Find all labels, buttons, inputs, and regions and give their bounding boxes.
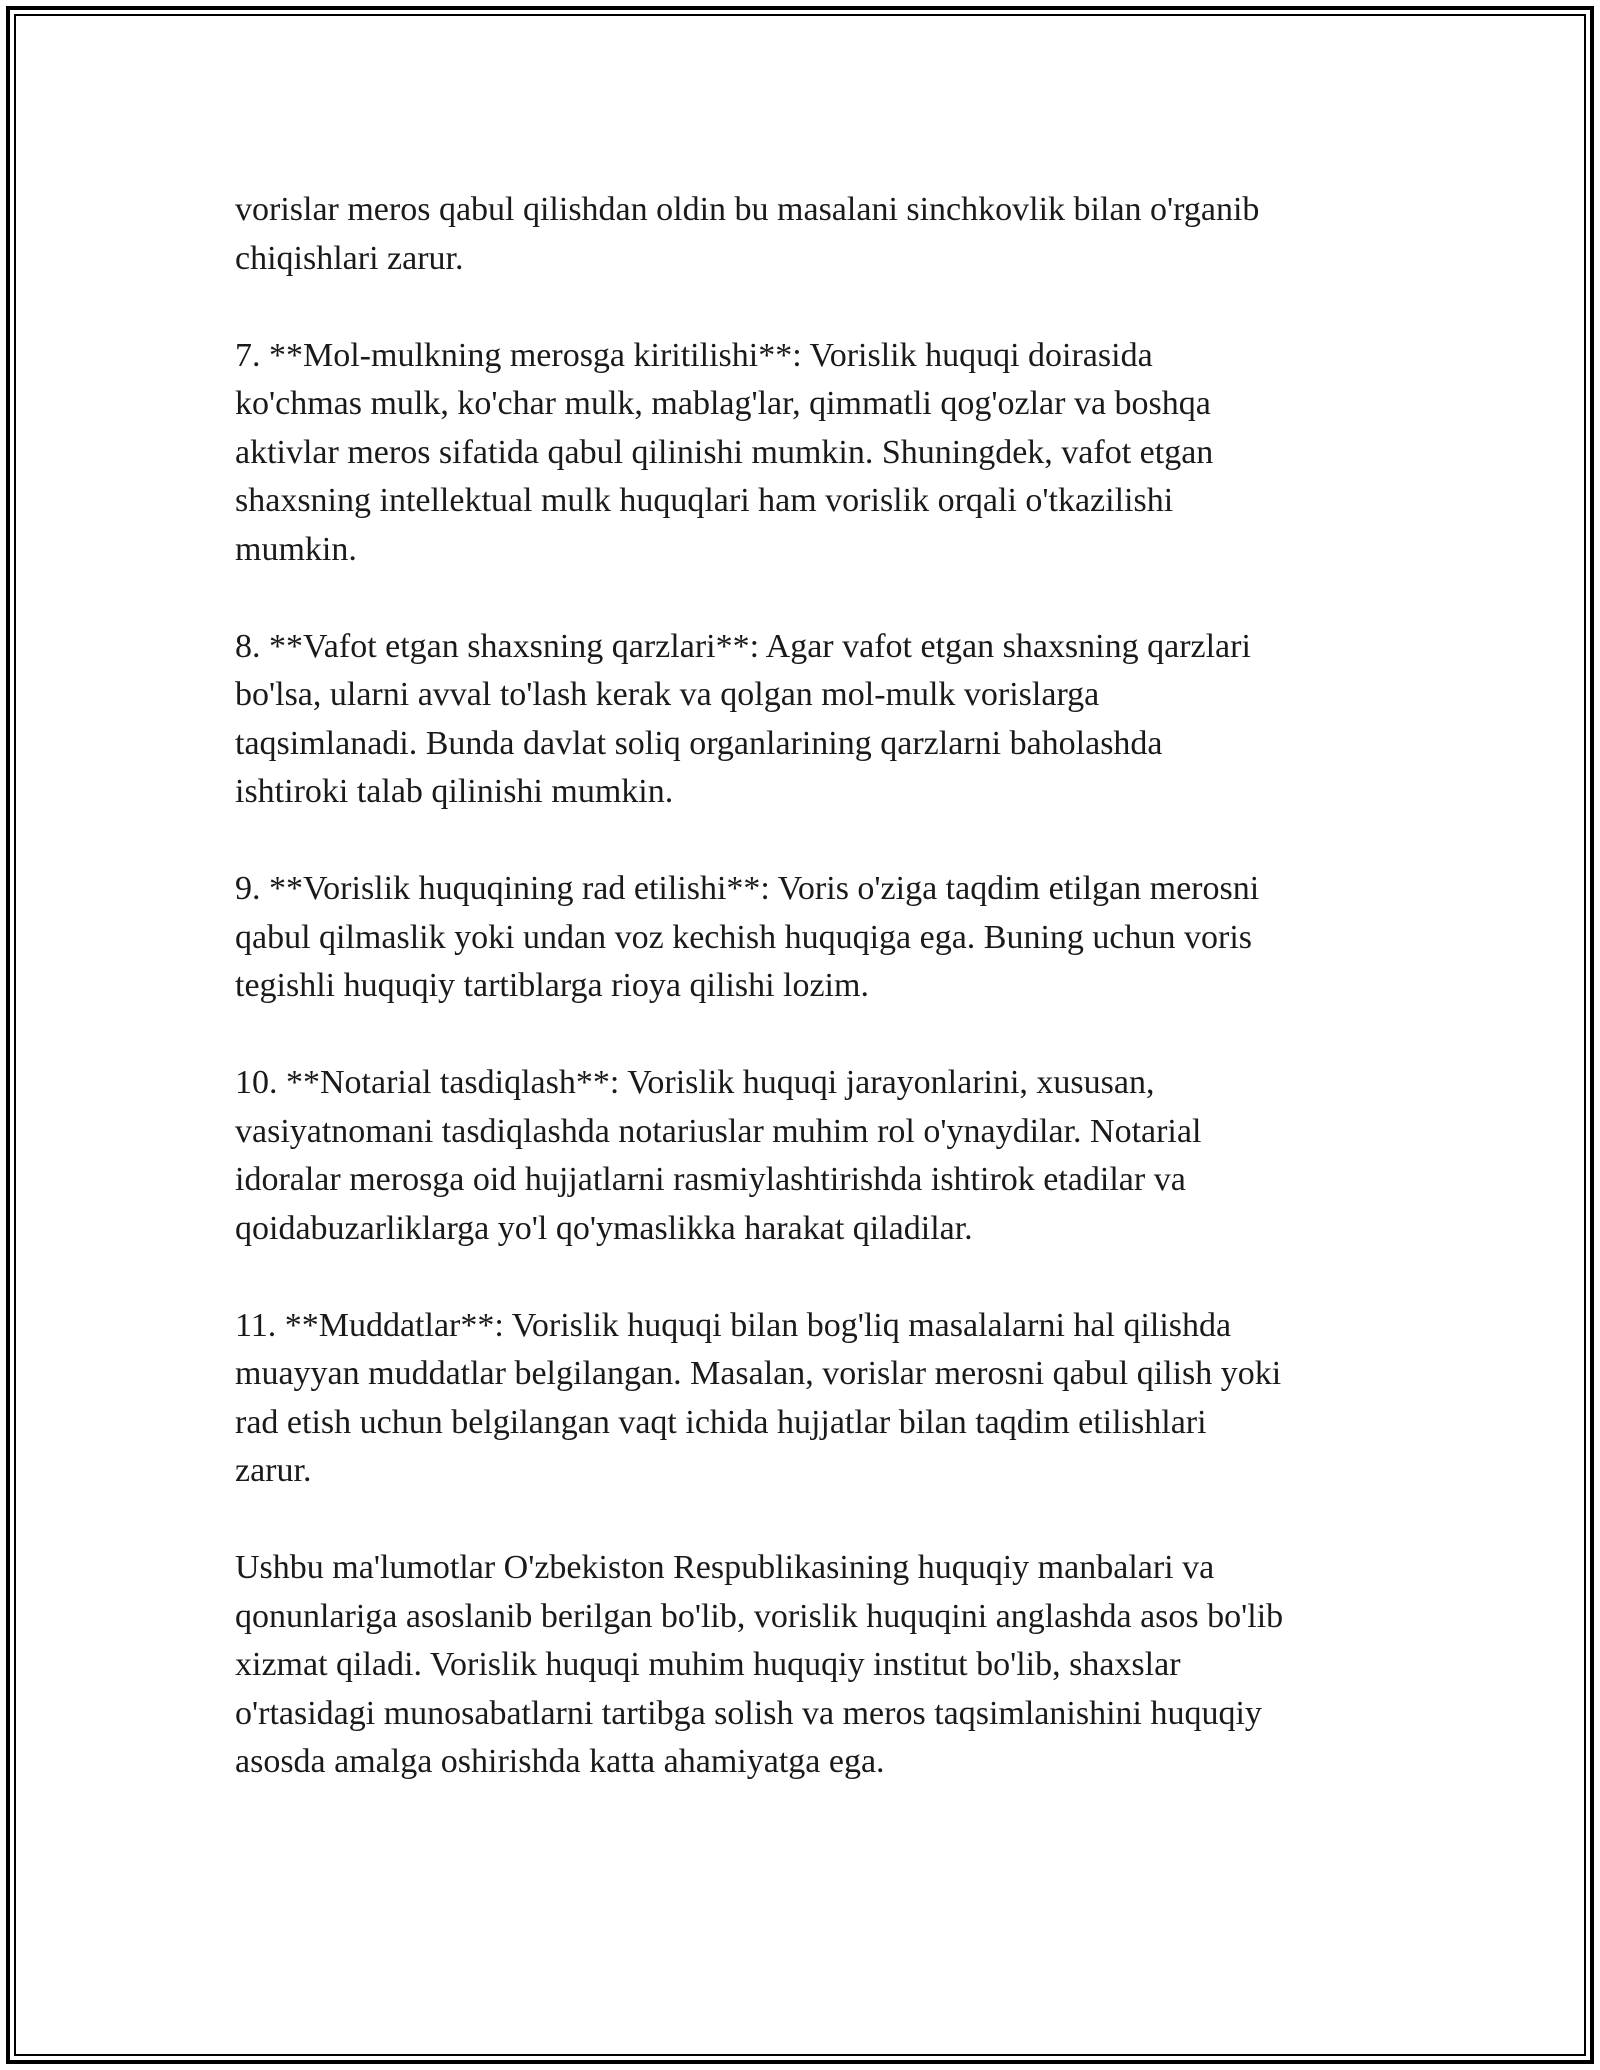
paragraph-conclusion: Ushbu ma'lumotlar O'zbekiston Respublikasining huquqiy manbalari va qonunlariga asoslanib berilgan bo'lib, vorislik huquqini anglashda asos bo'lib xizmat qiladi. Vorislik huquqi muhim huquqiy institut bo'lib, shaxslar o'rtasidagi munosabatlarni tartibga solish va meros taqsimlanishini huquqiy asosda amalga oshirishda katta ahamiyatga ega. [235, 1549, 1284, 1780]
paragraph-item-10: 10. **Notarial tasdiqlash**: Vorislik huquqi jarayonlarini, xususan, vasiyatnomani tasdiqlashda notariuslar muhim rol o'ynaydilar. Notarial idoralar merosga oid hujjatlarni rasmiylashtirishda ishtirok etadilar va qoidabuzarliklarga yo'l qo'ymaslikka harakat qiladilar. [235, 1064, 1202, 1247]
paragraph-item-11: 11. **Muddatlar**: Vorislik huquqi bilan bog'liq masalalarni hal qilishda muayyan muddatlar belgilangan. Masalan, vorislar merosni qabul qilish yoki rad etish uchun belgilangan vaqt ichida hujjatlar bilan taqdim etilishlari zarur. [235, 1306, 1282, 1489]
paragraph-item-9: 9. **Vorislik huquqining rad etilishi**: Voris o'ziga taqdim etilgan merosni qabul qilmaslik yoki undan voz kechish huquqiga ega. Buning uchun voris tegishli huquqiy tartiblarga rioya qilishi lozim. [235, 870, 1260, 1004]
document-body [235, 186, 1385, 1835]
paragraph-item-8: 8. **Vafot etgan shaxsning qarzlari**: Agar vafot etgan shaxsning qarzlari bo'lsa, ularni avval to'lash kerak va qolgan mol-mulk vorislarga taqsimlanadi. Bunda davlat soliq organlarining qarzlarni baholashda ishtiroki talab qilinishi mumkin. [235, 627, 1251, 810]
paragraph-item-7: 7. **Mol-mulkning merosga kiritilishi**: Vorislik huquqi doirasida ko'chmas mulk, ko'char mulk, mablag'lar, qimmatli qog'ozlar va boshqa aktivlar meros sifatida qabul qilinishi mumkin. Shuningdek, vafot etgan shaxsning intellektual mulk huquqlari ham vorislik orqali o'tkazilishi mumkin. [235, 336, 1214, 568]
paragraph-intro-continuation: vorislar meros qabul qilishdan oldin bu masalani sinchkovlik bilan o'rganib chiqishlari zarur. [235, 191, 1260, 277]
